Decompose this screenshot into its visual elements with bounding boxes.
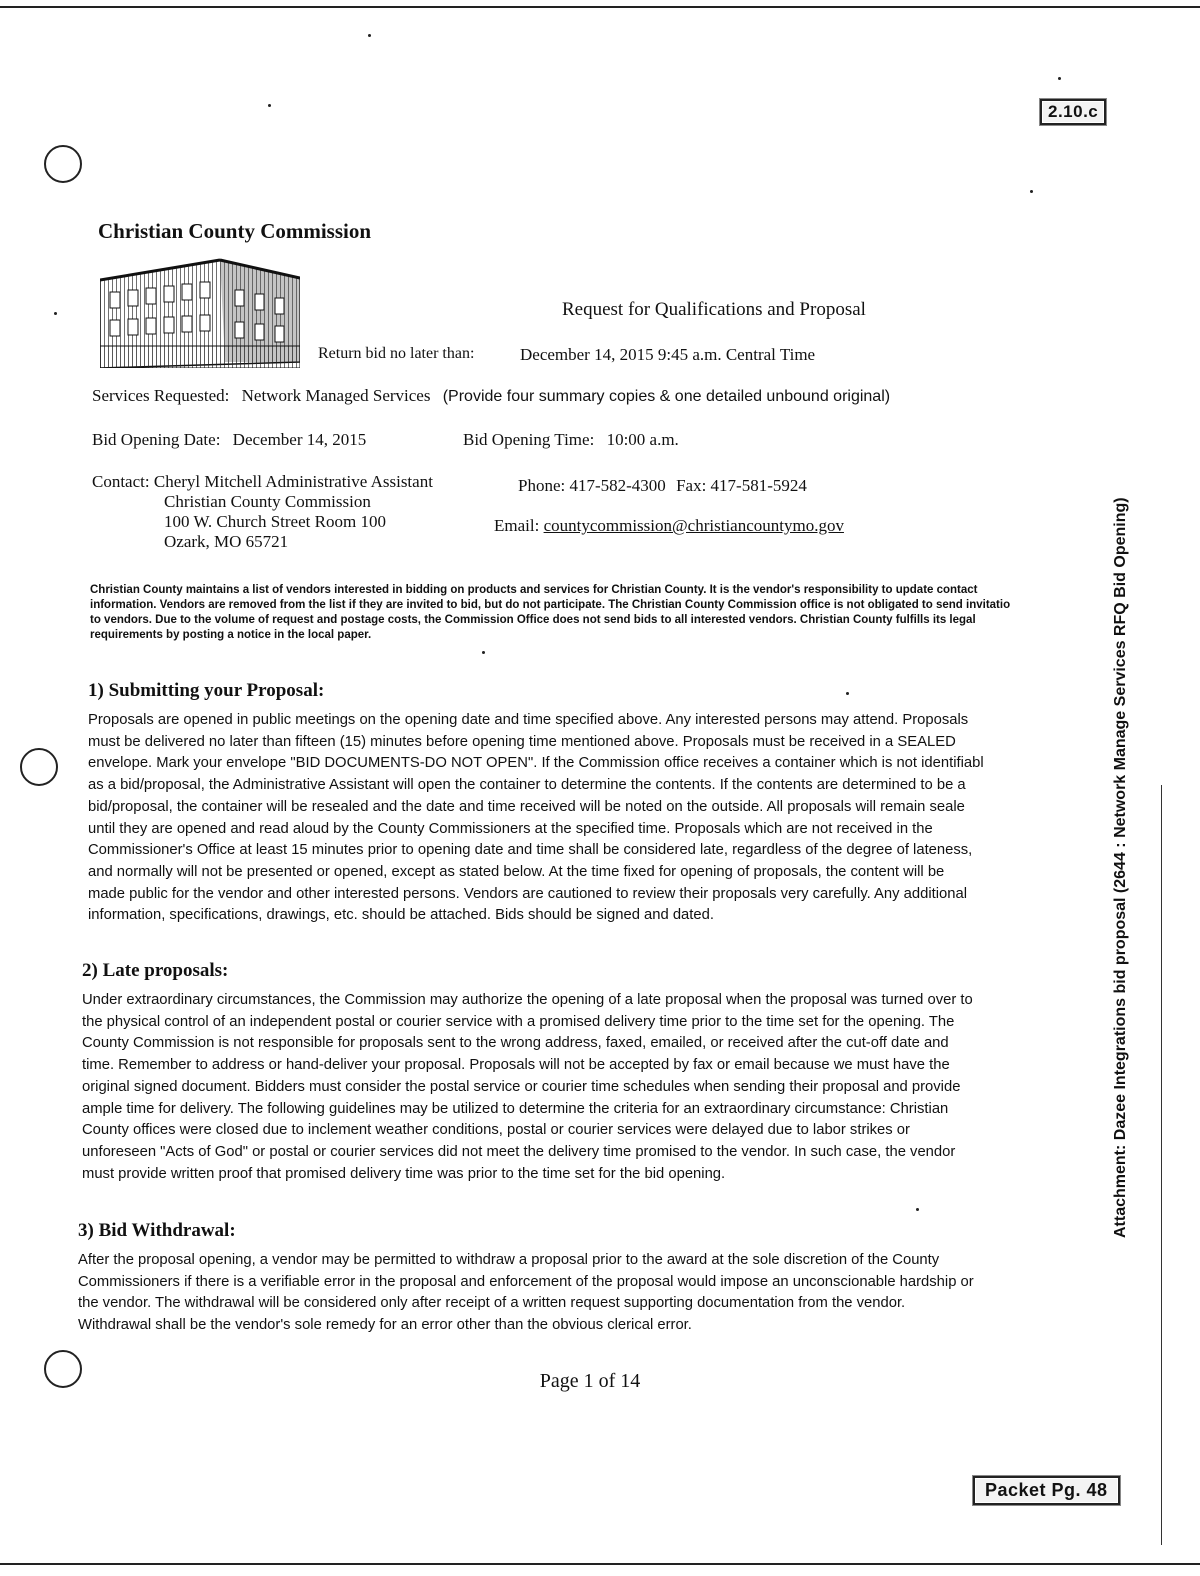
bottom-border-line bbox=[0, 1563, 1200, 1565]
services-note: (Provide four summary copies & one detailed unbound original) bbox=[442, 388, 891, 405]
body-line: must be delivered no later than fifteen (15) minutes before opening time mentioned above. Proposals must be received in a SEALED bbox=[88, 733, 956, 750]
contact-line: Cheryl Mitchell Administrative Assistant bbox=[153, 472, 433, 491]
fax-label: Fax: bbox=[676, 476, 707, 495]
notice-line: information. Vendors are removed from the list if they are invited to bid, but do not participate. The Christian County Commission office is not obligated to send invitatio bbox=[90, 599, 1011, 611]
body-line: Commissioners if there is a verifiable error in the proposal and enforcement of the proposal would impose an unconscionable hardship or bbox=[78, 1273, 974, 1290]
scan-speck bbox=[846, 692, 849, 695]
bid-opening-date-row bbox=[92, 430, 366, 450]
body-line: Commissioner's Office at least 15 minutes prior to opening date and time shall be considered late, regardless of the degree of lateness, bbox=[88, 842, 973, 859]
body-line: Withdrawal shall be the vendor's sole remedy for an error other than the obvious clerical error. bbox=[78, 1317, 692, 1334]
bid-opening-time-label: Bid Opening Time: bbox=[463, 430, 595, 449]
notice-line: requirements by posting a notice in the local paper. bbox=[90, 629, 372, 641]
section-body-late-proposals bbox=[82, 990, 1112, 1185]
body-line: County Commission is not responsible for proposals sent to the wrong address, faxed, emailed, or received after the cut-off date and bbox=[82, 1035, 949, 1052]
body-line: envelope. Mark your envelope "BID DOCUMENTS-DO NOT OPEN". If the Commission office receives a container which is not identifiabl bbox=[88, 755, 984, 772]
scan-speck bbox=[268, 104, 271, 107]
body-line: After the proposal opening, a vendor may be permitted to withdraw a proposal prior to the award at the sole discretion of the County bbox=[78, 1252, 940, 1268]
body-line: must provide written proof that promised delivery time was prior to the time set for the bid opening. bbox=[82, 1165, 726, 1182]
contact-line: 100 W. Church Street Room 100 bbox=[164, 512, 386, 531]
attachment-side-label: Attachment: Dazee Integrations bid proposal (2644 : Network Manage Services RFQ Bid Opening) bbox=[1112, 497, 1129, 1238]
contact-label: Contact: bbox=[92, 472, 150, 491]
body-line: unforeseen "Acts of God" or postal or courier services did not meet the delivery time promised to the vendor. In such case, the vendor bbox=[82, 1143, 956, 1160]
organization-title: Christian County Commission bbox=[98, 219, 372, 243]
phone-fax-line bbox=[518, 476, 807, 496]
body-line: time. Remember to address or hand-deliver your proposal. Proposals will not be accepted by fax or email because we must have the bbox=[82, 1057, 950, 1074]
scan-speck bbox=[1030, 190, 1033, 193]
section-body-bid-withdrawal bbox=[78, 1250, 1108, 1337]
notice-line: Christian County maintains a list of vendors interested in bidding on products and services for Christian County. It is the vendor's responsibility to update contact bbox=[90, 584, 978, 596]
email-line bbox=[494, 516, 844, 536]
body-line: original signed document. Bidders must consider the postal service or courier time schedules when sending their proposal and provide bbox=[82, 1078, 961, 1095]
email-label: Email: bbox=[494, 516, 540, 535]
notice-line: to vendors. Due to the volume of request and postage costs, the Commission Office does not send bids to all interested vendors. Christian County fulfills its legal bbox=[90, 614, 976, 626]
scan-speck bbox=[368, 34, 371, 37]
rfq-title: Request for Qualifications and Proposal bbox=[562, 299, 866, 320]
binder-hole-icon bbox=[44, 145, 82, 183]
contact-block bbox=[92, 472, 433, 552]
bid-opening-time-row bbox=[463, 430, 679, 450]
bid-opening-time-value: 10:00 a.m. bbox=[606, 430, 679, 449]
body-line: Proposals are opened in public meetings on the opening date and time specified above. Any interested persons may attend. Proposals bbox=[88, 712, 969, 728]
fax-number: 417-581-5924 bbox=[710, 476, 807, 495]
phone-number: 417-582-4300 bbox=[569, 476, 666, 495]
services-value: Network Managed Services bbox=[241, 386, 431, 405]
binder-hole-icon bbox=[20, 748, 58, 786]
page-reference-stamp: 2.10.c bbox=[1040, 99, 1106, 125]
bid-opening-date-value: December 14, 2015 bbox=[232, 430, 367, 449]
bid-opening-date-label: Bid Opening Date: bbox=[92, 430, 221, 449]
contact-line: Christian County Commission bbox=[164, 492, 371, 511]
page-number: Page 1 of 14 bbox=[539, 1370, 641, 1392]
phone-label: Phone: bbox=[518, 476, 566, 495]
body-line: County offices were closed due to inclement weather conditions, postal or courier services were delayed due to labor strikes or bbox=[82, 1122, 910, 1139]
services-requested-row bbox=[92, 386, 890, 406]
packet-page-stamp: Packet Pg. 48 bbox=[973, 1476, 1120, 1505]
courthouse-building-icon bbox=[100, 250, 300, 368]
contact-line: Ozark, MO 65721 bbox=[164, 532, 289, 551]
right-margin-line bbox=[1161, 785, 1162, 1545]
body-line: as a bid/proposal, the Administrative Assistant will open the container to determine the contents. If the contents are determined to be a bbox=[88, 777, 966, 794]
body-line: Under extraordinary circumstances, the Commission may authorize the opening of a late proposal when the proposal was turned over to bbox=[82, 992, 973, 1008]
section-heading-bid-withdrawal: 3) Bid Withdrawal: bbox=[78, 1220, 236, 1241]
body-line: made public for the vendor and other interested persons. Vendors are cautioned to review their proposals very carefully. Any additional bbox=[88, 885, 968, 902]
return-bid-deadline: December 14, 2015 9:45 a.m. Central Time bbox=[520, 345, 816, 364]
scan-speck bbox=[1058, 77, 1061, 80]
return-bid-label: Return bid no later than: bbox=[318, 345, 475, 362]
body-line: until they are opened and read aloud by the County Commissioners at the specified time. Proposals which are not received in the bbox=[88, 820, 933, 837]
body-line: bid/proposal, the container will be resealed and the date and time received will be noted on the outside. All proposals will remain seale bbox=[88, 798, 965, 815]
section-body-submitting bbox=[88, 710, 1118, 927]
body-line: the vendor. The withdrawal will be considered only after receipt of a written request supporting documentation from the vendor. bbox=[78, 1295, 906, 1312]
section-heading-late-proposals: 2) Late proposals: bbox=[82, 960, 229, 981]
section-heading-submitting: 1) Submitting your Proposal: bbox=[88, 680, 325, 701]
email-link[interactable]: countycommission@christiancountymo.gov bbox=[543, 516, 844, 535]
scan-speck bbox=[482, 651, 485, 654]
body-line: information, specifications, drawings, etc. should be attached. Bids should be signed and dated. bbox=[88, 907, 714, 924]
body-line: and normally will not be presented or opened, except as stated below. At the time fixed for opening of proposals, the content will be bbox=[88, 863, 945, 880]
scan-speck bbox=[54, 312, 57, 315]
scan-speck bbox=[916, 1208, 919, 1211]
body-line: ample time for delivery. The following guidelines may be utilized to determine the criteria for an extraordinary circumstance: Christian bbox=[82, 1100, 949, 1117]
vendor-list-notice bbox=[90, 583, 1110, 643]
services-label: Services Requested: bbox=[92, 386, 230, 405]
body-line: the physical control of an independent postal or courier service with a promised delivery time prior to the time set for the opening. The bbox=[82, 1013, 955, 1030]
top-border-line bbox=[0, 6, 1200, 8]
